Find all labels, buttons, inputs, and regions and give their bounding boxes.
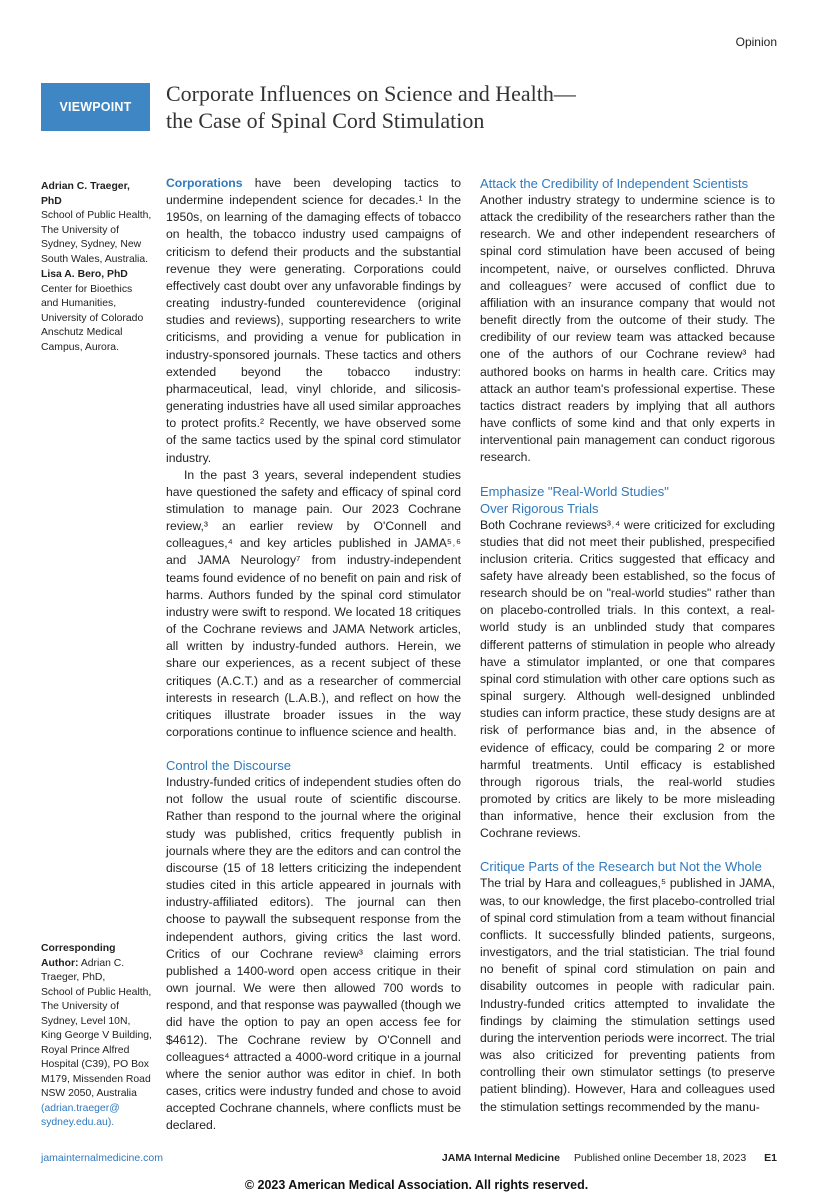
corresponding-line bbox=[41, 957, 153, 972]
corresponding-line: King George V Building, bbox=[41, 1030, 152, 1041]
paragraph bbox=[166, 175, 461, 467]
author-affiliation-line: South Wales, Australia. bbox=[41, 253, 149, 265]
email-link[interactable]: (adrian.traeger@ bbox=[41, 1102, 120, 1114]
corresponding-line: Hospital (C39), PO Box bbox=[41, 1059, 149, 1070]
footer-website-link[interactable]: jamainternalmedicine.com bbox=[41, 1152, 163, 1164]
author-affiliation-line: Center for Bioethics bbox=[41, 283, 133, 295]
corresponding-line: School of Public Health, bbox=[41, 986, 152, 998]
title-line-1: Corporate Influences on Science and Health— bbox=[166, 81, 576, 106]
section-heading: Attack the Credibility of Independent Scientists bbox=[480, 176, 749, 191]
title-line-2: the Case of Spinal Cord Stimulation bbox=[166, 108, 485, 133]
left-column bbox=[166, 175, 461, 1134]
email-link[interactable]: sydney.edu.au). bbox=[41, 1117, 115, 1128]
corresponding-label: Corresponding bbox=[41, 943, 116, 954]
journal-name: JAMA Internal Medicine bbox=[441, 1152, 560, 1164]
copyright-notice: © 2023 American Medical Association. All rights reserved. bbox=[244, 1178, 589, 1192]
paragraph: Another industry strategy to undermine science is to attack the credibility of the researchers rather than the research. We and other independent researchers of spinal cord stimulation have been accused of being incompetent, naive, or ourselves conflicted. Dhruva and colleagues⁷ were accused of conflict due to affiliation with an insurance company that would not benefit directly from the outcome of their study. The credibility of our review team was attacked because one of the authors of our Cochrane review³ had authored books on harms in health care. Critics may attack an author team's professional expertise. These tactics distract readers by implying that all authors have conflicts of some kind and that only experts in interventional pain management can conduct rigorous research. bbox=[480, 193, 775, 465]
author-affiliation-line: School of Public Health, bbox=[41, 210, 152, 221]
author-affiliation-line: University of Colorado bbox=[41, 312, 144, 324]
author-affiliation-line: The University of bbox=[41, 224, 119, 236]
footer-info bbox=[442, 1152, 777, 1164]
corresponding-line: NSW 2050, Australia bbox=[41, 1088, 137, 1099]
corresponding-line: Royal Prince Alfred bbox=[41, 1044, 130, 1056]
author-affiliation-line: Anschutz Medical bbox=[41, 327, 123, 338]
section-heading: Control the Discourse bbox=[166, 758, 291, 774]
heading-line: Emphasize "Real-World Studies" bbox=[480, 483, 669, 499]
corresponding-line: Sydney, Level 10N, bbox=[41, 1015, 131, 1027]
section-label: Opinion bbox=[735, 35, 777, 49]
heading-line: Over Rigorous Trials bbox=[480, 500, 599, 516]
viewpoint-badge: VIEWPOINT bbox=[41, 83, 150, 131]
paragraph: Industry-funded critics of independent studies often do not follow the usual route of scientific discourse. Rather than respond to the journal where the original study was published, critics frequently publish in journals where they are the editors and can control the discourse (15 of 18 letters criticizing the independent studies cited in this article appeared in journals with industry-affiliated editors). The journal can then choose to paywall the subsequent response from the independent authors, giving critics the last word. Critics of our Cochrane review³ claiming errors published a 1400-word open access critique in their own journal. We were then allowed 700 words to respond, and that response was paywalled (though we did have the option to pay an open access fee for $4612). The Cochrane review by O'Connell and colleagues⁴ attracted a 4000-word critique in a journal where the senior author was editor in chief. In both cases, critics were industry funded and chose to avoid accepted Cochrane channels, where conflicts must be declared. bbox=[166, 775, 461, 1133]
corresponding-line: M179, Missenden Road bbox=[41, 1073, 151, 1085]
author-name: Adrian C. Traeger, PhD bbox=[41, 181, 130, 207]
corresponding-author-block bbox=[41, 942, 153, 1131]
publication-date: Published online December 18, 2023 bbox=[573, 1152, 747, 1164]
author-block-1 bbox=[41, 180, 153, 267]
author-affiliation-line: and Humanities, bbox=[41, 298, 117, 309]
paragraph: The trial by Hara and colleagues,⁵ published in JAMA, was, to our knowledge, the first placebo-controlled trial of spinal cord stimulation from a team without financial conflicts. It successfully blinded patients, surgeons, investigators, and the trial statistician. The trial found no benefit of spinal cord stimulation on pain and disability outcomes in people with radicular pain. Industry-funded critics attempted to invalidate the findings by claiming the stimulation settings used during the intervention periods were incorrect. The trial was also criticized for preventing patients from controlling their own stimulator settings (to preserve patient blinding). However, Hara and colleagues used the stimulation settings recommended by the manu- bbox=[480, 876, 775, 1114]
author-name: Lisa A. Bero, PhD bbox=[41, 269, 128, 280]
corresponding-line: The University of bbox=[41, 1001, 119, 1012]
section-heading bbox=[480, 483, 775, 517]
right-column bbox=[480, 175, 775, 1116]
section-heading: Critique Parts of the Research but Not the Whole bbox=[480, 859, 762, 875]
lead-word: Corporations bbox=[166, 176, 243, 190]
paragraph: Both Cochrane reviews³˒⁴ were criticized for excluding studies that did not meet their published, prespecified inclusion criteria. Critics suggested that efficacy and safety have already been established, so the focus of research should be on "real-world studies" rather than on placebo-controlled trials. In this context, a real-world study is an unblinded study that compares different patterns of stimulation in people who already have a stimulator implanted, or one that compares spinal cord stimulation with other care options such as spinal surgery. Although well-designed unblinded studies can inform practice, these study designs are at risk of performance bias and, in the absence of evidence of efficacy, could be comparing 2 or more harmful treatments. Until efficacy is established through rigorous trials, the real-world studies promoted by critics are likely to be more misleading than informative, hence their exclusion from the Cochrane reviews. bbox=[480, 517, 775, 841]
corresponding-text: Adrian C. bbox=[80, 957, 125, 969]
corresponding-line: Traeger, PhD, bbox=[41, 972, 106, 983]
article-title bbox=[166, 80, 786, 134]
paragraph: In the past 3 years, several independent studies have questioned the safety and efficacy of spinal cord stimulation to manage pain. Our 2023 Cochrane review,³ an earlier review by O'Connell and colleagues,⁴ and key articles published in JAMA⁵˒⁶ and JAMA Neurology⁷ from industry-independent teams found evidence of no benefit on pain and risk of harms. Authors funded by the spinal cord stimulator industry were swift to respond. We located 18 critiques of the Cochrane reviews and JAMA Network articles, all written by industry-funded authors. Herein, we share our experiences, as a recent subject of these critiques (A.C.T.) and as a researcher of commercial interests in research (L.A.B.), and reflect on how the critiques illustrate broader issues in the way corporations continue to influence science and health. bbox=[166, 467, 461, 739]
corresponding-label-2: Author: bbox=[41, 957, 79, 969]
author-affiliation-line: Campus, Aurora. bbox=[41, 341, 119, 353]
paragraph-text: have been developing tactics to undermine independent science for decades.¹ In the 1950s, on learning of the damaging effects of tobacco on health, the tobacco industry used campaigns of criticism to defend their products and the substantial revenue they were generating. Corporations could effectively cast doubt over any unfavorable findings by creating industry-funded counterevidence (original studies and reviews), supporting researchers to write criticisms, and providing a venue for publication in industry-sponsored journals. These tactics and others extended beyond the tobacco industry: pharmaceutical, lead, vinyl chloride, and silicosis-generating industries have all used similar approaches to protect profits.² Recently, we have observed some of the same tactics used by the spinal cord stimulator industry. bbox=[166, 176, 462, 465]
author-block-2 bbox=[41, 268, 153, 355]
page-number: E1 bbox=[764, 1152, 777, 1164]
author-affiliation-line: Sydney, Sydney, New bbox=[41, 239, 142, 250]
